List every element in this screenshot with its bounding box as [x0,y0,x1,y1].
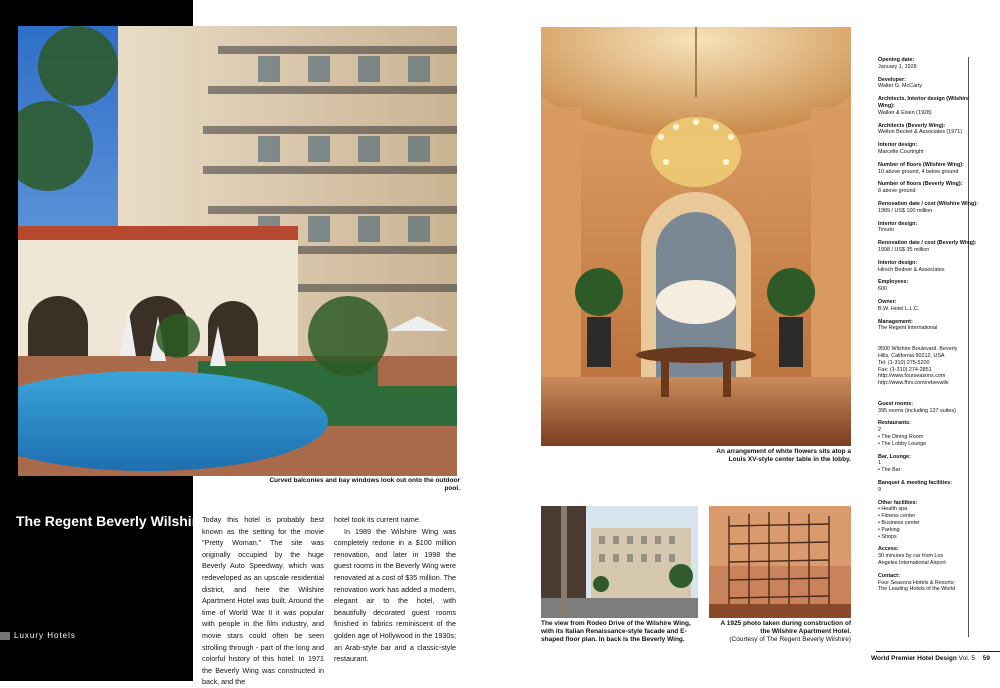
info-value: The Leading Hotels of the World [878,586,956,593]
info-value: 10 above ground, 4 below ground [878,168,959,175]
info-label: Banquet & meeting facilities: [878,480,952,487]
info-value: • The Dining Room [878,434,924,441]
address-web1: http://www.fourseasons.com [878,373,946,380]
address-line2: Hills, California 90212, USA [878,352,945,359]
info-value: Angeles International Airport [878,560,946,567]
info-item [878,181,978,195]
info-item [878,319,978,333]
section-label-bar [0,632,10,640]
info-item [878,500,978,541]
address-web2: http://www.fhrv.com/rebevwils [878,380,949,387]
info-value: Four Seasons Hotels & Resorts; [878,579,955,586]
info-value: • Fitness center [878,513,916,520]
info-label: Bar, Lounge: [878,453,911,460]
section-label [0,631,76,640]
construction-caption [709,620,851,644]
pool-caption: Curved balconies and bay windows look out onto the outdoor pool. [269,477,460,492]
info-value: 395 rooms (including 137 suites) [878,407,956,414]
info-label: Contact: [878,572,900,579]
info-list [878,57,978,332]
address-tel: Tel: (1-310) 275-5200 [878,359,930,366]
page-number: 59 [982,655,990,662]
info-label: Renovation date / cost (Beverly Wing): [878,240,977,247]
info-list-2 [878,401,978,593]
rodeo-caption: The view from Rodeo Drive of the Wilshire Wing, with its Italian Renaissance-style facade and E-shaped floor plan. In back is the Beverly Wing. [541,620,691,643]
info-value: January 1, 1928 [878,63,917,70]
info-item [878,123,978,137]
info-item [878,573,978,593]
info-value: • Parking [878,526,900,533]
body-column-2-p2: In 1989 the Wilshire Wing was completely redone in a $100 million renovation, and later in 1998 the guest rooms in the Beverly Wing were renovated at a cost of $35 million. The renovation work has added a modern, elegant air to the hotel, with beautifully decorated guest rooms finished in fabrics reminiscent of the golden age of Hollywood in the 1930s; an Arab-style bar and a classic-style restaurant. [334,526,456,664]
info-item [878,162,978,176]
info-column [878,57,978,599]
section-label-text: Luxury Hotels [14,631,76,640]
info-label: Restaurants: [878,420,911,427]
info-item [878,454,978,474]
info-value: Welton Becket & Associates (1971) [878,129,963,136]
lobby-caption: An arrangement of white flowers sits atop a Louis XV-style center table in the lobby. [716,448,851,463]
info-label: Management: [878,318,913,325]
footer-title: World Premier Hotel Design [871,655,957,662]
info-label: Architects, Interior design (Wilshire Wing): [878,96,970,109]
info-value: • Business center [878,520,920,527]
info-label: Interior design: [878,259,918,266]
info-item [878,546,978,566]
info-value: • The Bar [878,467,901,474]
info-label: Access: [878,546,899,553]
body-column-2-p1: hotel took its current name. [334,515,421,524]
rodeo-photo [541,506,698,618]
info-label: Interior design: [878,142,918,149]
info-item [878,57,978,71]
info-value: Walker & Eisen (1928) [878,109,932,116]
info-label: Opening date: [878,57,915,63]
info-value: The Regent International [878,325,938,332]
footer [858,655,990,662]
info-label: Interior design: [878,220,918,227]
address-line1: 9500 Wilshire Boulevard, Beverly [878,346,958,353]
info-item [878,240,978,254]
info-item [878,480,978,494]
info-value: 2 [878,427,881,434]
footer-vol: Vol. 5 [956,655,975,662]
info-value: Walter G. McCarty [878,83,923,90]
info-value: Hirsch Bedner & Associates [878,266,945,273]
info-item [878,260,978,274]
info-item [878,299,978,313]
info-value: 1989 / US$ 100 million [878,207,933,214]
info-item [878,279,978,293]
construction-photo [709,506,851,618]
info-label: Other facilities: [878,499,918,506]
info-value: 600 [878,286,887,293]
info-label: Employees: [878,279,909,286]
body-column-1: Today this hotel is probably best known as the setting for the movie "Pretty Woman." The site was originally occupied by the huge Beverly Auto Speedway, which was redeveloped as an upscale residential district, and here the Wilshire Apartment Hotel was built. Around the time of World War II it was popular with people in the film industry, and movie stars could often be seen strolling through - part of the long and colorful history of this hotel. In 1971 the Beverly Wing was constructed in back, and the [202,515,324,687]
construction-caption-text: A 1925 photo taken during construction of the Wilshire Apartment Hotel. [720,620,851,635]
info-item [878,221,978,235]
construction-caption-credit: (Courtesy of The Regent Beverly Wilshire) [729,636,851,643]
info-value: 1998 / US$ 35 million [878,246,930,253]
info-value: B.W. Hotel L.L.C. [878,305,920,312]
info-label: Architects (Beverly Wing): [878,122,946,129]
info-item [878,401,978,415]
body-column-2 [334,514,456,665]
info-label: Number of floors (Beverly Wing): [878,181,963,188]
pool-photo [18,26,457,476]
info-value: 9 [878,486,881,493]
footer-rule [876,651,1000,652]
info-value: • Health spa [878,506,908,513]
info-item [878,420,978,447]
info-item [878,201,978,215]
lobby-photo [541,27,851,446]
info-value: • The Lobby Lounge [878,440,927,447]
page-title: The Regent Beverly Wilshire [16,513,205,529]
address-block [878,346,978,387]
address-fax: Fax: (1-310) 274-2851 [878,366,932,373]
info-value: Tirezio [878,227,894,234]
info-value: Marcelle Courtright [878,148,924,155]
info-label: Renovation date / cost (Wilshire Wing): [878,200,978,207]
info-label: Developer: [878,76,906,83]
info-value: • Shops [878,533,897,540]
info-item [878,142,978,156]
info-label: Owner: [878,298,897,305]
info-value: 8 above ground [878,188,916,195]
info-value: 30 minutes by car from Los [878,553,944,560]
info-item [878,77,978,91]
info-label: Number of floors (Wilshire Wing): [878,161,964,168]
info-label: Guest rooms: [878,400,914,407]
info-item [878,96,978,116]
info-value: 1 [878,460,881,467]
